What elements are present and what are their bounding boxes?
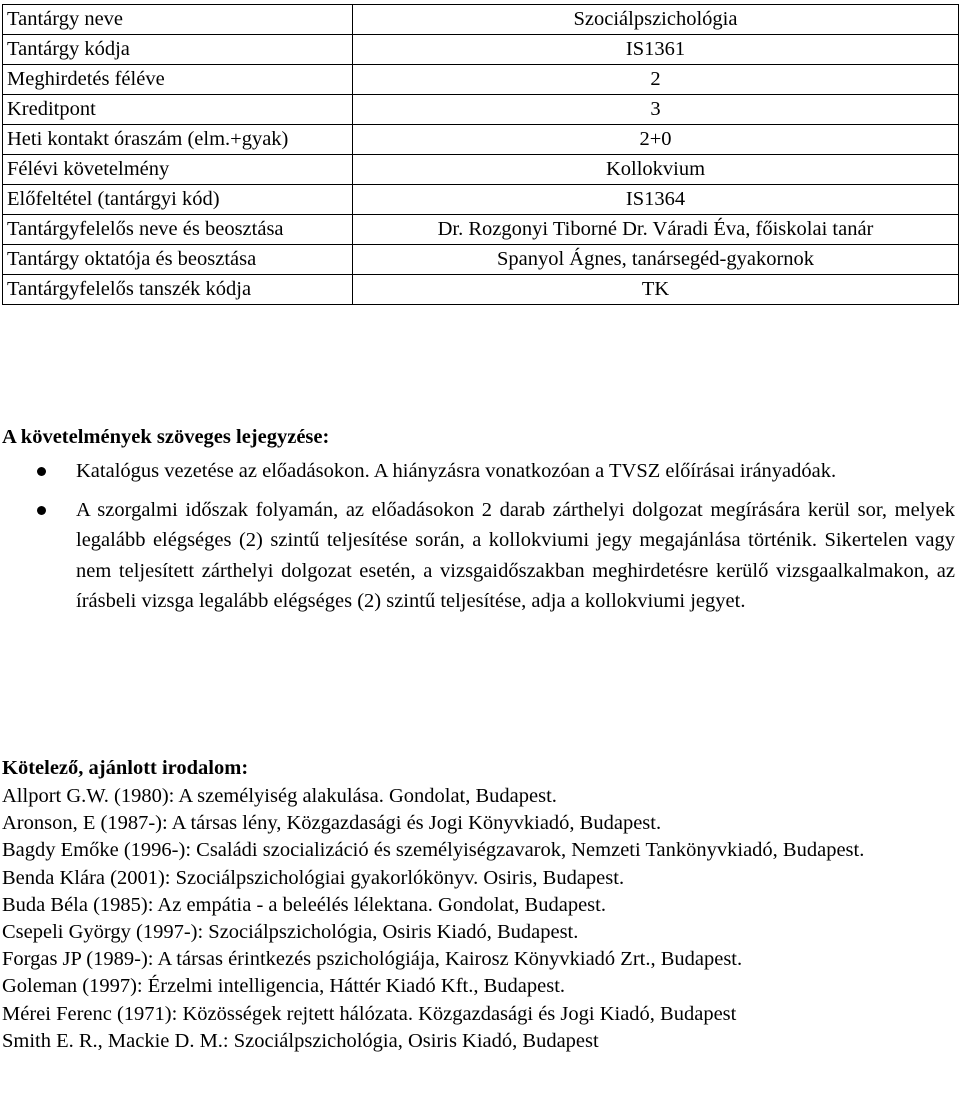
row-label: Heti kontakt óraszám (elm.+gyak) (3, 125, 353, 155)
row-value: 2 (353, 65, 959, 95)
row-value: TK (353, 275, 959, 305)
row-value: Kollokvium (353, 155, 959, 185)
literature-item: Buda Béla (1985): Az empátia - a beleélés lélektana. Gondolat, Budapest. (2, 893, 606, 916)
row-label: Tantárgy oktatója és beosztása (3, 245, 353, 275)
bullet-icon (37, 506, 46, 515)
row-value: IS1364 (353, 185, 959, 215)
table-row (3, 275, 959, 305)
row-label: Tantárgy kódja (3, 35, 353, 65)
literature-item: Forgas JP (1989-): A társas érintkezés pszichológiája, Kairosz Könyvkiadó Zrt., Budapest. (2, 948, 743, 971)
requirement-text: A szorgalmi időszak folyamán, az előadásokon 2 darab zárthelyi dolgozat megírására kerül sor, melyek legalább elégséges (2) szintű teljesítése során, a kollokviumi jegy megajánlása történik. Sikertelen vagy nem teljesített zárthelyi dolgozat esetén, a vizsgaidőszakban meghirdetésre kerülő vizsgaalkalmakon, az írásbeli vizsga legalább elégséges (2) szintű teljesítése, adja a kollokviumi jegyet. (76, 498, 955, 612)
row-value: Dr. Rozgonyi Tiborné Dr. Váradi Éva, főiskolai tanár (353, 215, 959, 245)
bullet-icon (37, 467, 46, 476)
row-label: Tantárgy neve (3, 5, 353, 35)
literature-item: Mérei Ferenc (1971): Közösségek rejtett hálózata. Közgazdasági és Jogi Kiadó, Budapest (2, 1002, 737, 1025)
row-value: Szociálpszichológia (353, 5, 959, 35)
row-value: 2+0 (353, 125, 959, 155)
table-row (3, 245, 959, 275)
list-item (0, 456, 955, 487)
table-row (3, 125, 959, 155)
course-info-table (2, 4, 959, 305)
table-row (3, 185, 959, 215)
table-row (3, 5, 959, 35)
literature-item: Benda Klára (2001): Szociálpszichológiai gyakorlókönyv. Osiris, Budapest. (2, 866, 625, 889)
literature-item: Allport G.W. (1980): A személyiség alakulása. Gondolat, Budapest. (2, 785, 557, 807)
literature-item: Smith E. R., Mackie D. M.: Szociálpszichológia, Osiris Kiadó, Budapest (2, 1029, 599, 1052)
table-row (3, 215, 959, 245)
list-item (0, 495, 955, 617)
literature-item: Bagdy Emőke (1996-): Családi szocializáció és személyiségzavarok, Nemzeti Tankönyvkiadó, Budapest. (2, 839, 865, 862)
literature-item: Aronson, E (1987-): A társas lény, Közgazdasági és Jogi Könyvkiadó, Budapest. (2, 812, 662, 835)
row-value: 3 (353, 95, 959, 125)
requirements-list (0, 456, 955, 625)
literature-item: Csepeli György (1997-): Szociálpszichológia, Osiris Kiadó, Budapest. (2, 921, 579, 944)
row-label: Meghirdetés féléve (3, 65, 353, 95)
literature-item: Goleman (1997): Érzelmi intelligencia, Háttér Kiadó Kft., Budapest. (2, 975, 566, 998)
table-row (3, 65, 959, 95)
row-label: Előfeltétel (tantárgyi kód) (3, 185, 353, 215)
table-row (3, 155, 959, 185)
table-row (3, 95, 959, 125)
row-label: Tantárgyfelelős neve és beosztása (3, 215, 353, 245)
row-label: Tantárgyfelelős tanszék kódja (3, 275, 353, 305)
requirements-heading: A követelmények szöveges lejegyzése: (2, 426, 330, 448)
row-label: Félévi követelmény (3, 155, 353, 185)
table-row (3, 35, 959, 65)
row-value: Spanyol Ágnes, tanársegéd-gyakornok (353, 245, 959, 275)
row-label: Kreditpont (3, 95, 353, 125)
requirement-text: Katalógus vezetése az előadásokon. A hiányzásra vonatkozóan a TVSZ előírásai irányadóak. (76, 460, 837, 482)
literature-heading: Kötelező, ajánlott irodalom: (2, 757, 249, 779)
row-value: IS1361 (353, 35, 959, 65)
literature-list (2, 783, 957, 1055)
